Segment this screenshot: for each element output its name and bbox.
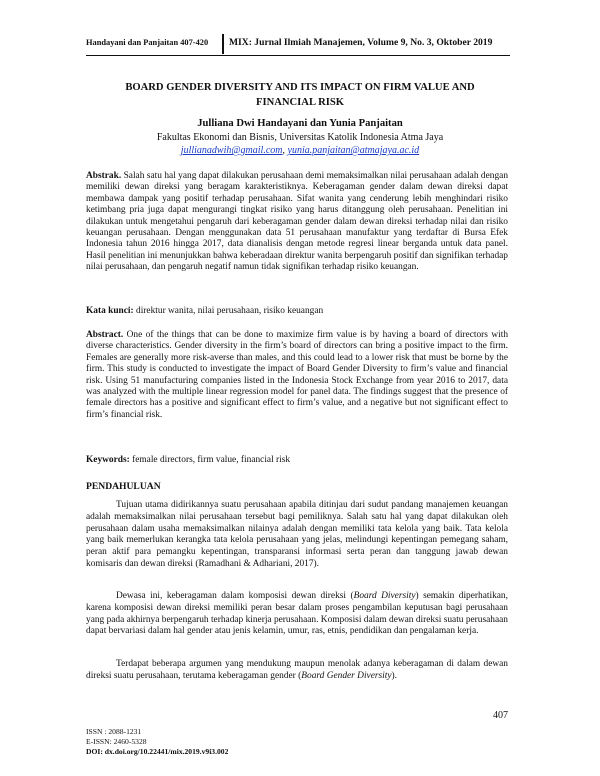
footer-identifiers: [86, 727, 228, 757]
footer-eissn: E-ISSN: 2460-5328: [86, 737, 147, 746]
email-separator: ,: [282, 145, 285, 156]
keywords-indonesian-label: Kata kunci:: [86, 306, 134, 316]
body-paragraph-3-before: Terdapat beberapa argumen yang mendukung maupun menolak adanya keberagaman di dalam dewan direksi suatu perusahaan, terutama keberagaman gender (: [86, 659, 508, 681]
paper-title: [80, 80, 520, 110]
affiliation: Fakultas Ekonomi dan Bisnis, Universitas Katolik Indonesia Atma Jaya: [156, 132, 444, 143]
header-rule: [86, 55, 510, 56]
body-paragraph-3: [86, 659, 508, 683]
author-emails: [80, 145, 520, 156]
section-heading: PENDAHULUAN: [86, 481, 161, 492]
abstract-english: [86, 330, 508, 421]
footer-issn: ISSN : 2088-1231: [86, 727, 142, 736]
body-paragraph-1-text: Tujuan utama didirikannya suatu perusahaan apabila ditinjau dari sudut pandang manajemen keuangan adalah memaksimalkan nilai perusahaan tersebut bagi pemiliknya. Salah satu hal yang dapat dilakukan oleh perusahaan dalam usaha memaksimalkan nilainya adalah dengan memiliki tata kelola yang baik. Tata kelola yang baik memerlukan kerangka tata kelola perusahaan yang jelas, melindungi kepentingan pemegang saham, peran aktif para pemangku kepentingan, transparansi informasi serta peran dan tanggung jawab dewan komisaris dan dewan direksi (Ramadhani & Adhariani, 2017).: [86, 500, 508, 569]
footer-doi: DOI: dx.doi.org/10.22441/mix.2019.v9i3.002: [86, 747, 229, 756]
abstract-english-label: Abstract.: [86, 330, 124, 340]
email-link-panjaitan[interactable]: yunia.panjaitan@atmajaya.ac.id: [287, 145, 420, 156]
authors: Julliana Dwi Handayani dan Yunia Panjaitan: [197, 118, 403, 129]
body-paragraph-2: [86, 591, 508, 638]
keywords-indonesian: [86, 306, 323, 316]
email-link-handayani[interactable]: jullianadwih@gmail.com: [180, 145, 283, 156]
header-divider: [222, 34, 224, 54]
abstract-indonesian-text: Salah satu hal yang dapat dilakukan perusahaan demi memaksimalkan nilai perusahaan adalah dengan memiliki dewan direksi yang beragam karakteristiknya. Keberagaman gender dalam dewan direksi dapat membawa dampak yang positif terhadap perusahaan. Sifat wanita yang cenderung lebih menghindari risiko ketimbang pria juga dapat mengurangi tingkat risiko yang harus ditanggung oleh perusahaan. Penelitian ini dilakukan untuk mengetahui pengaruh dari keberagaman gender dalam dewan direksi terhadap nilai dan risiko keuangan perusahaan. Dengan menggunakan data 51 perusahaan manufaktur yang terdaftar di Bursa Efek Indonesia tahun 2016 hingga 2017, data dianalisis dengan metode regresi linear berganda untuk data panel. Hasil penelitian ini menunjukkan bahwa keberadaan direktur wanita berpengaruh positif dan signifikan terhadap nilai perusahaan, dan pengaruh negatif namun tidak signifikan terhadap risiko keuangan.: [86, 171, 509, 273]
body-paragraph-2-before: Dewasa ini, keberagaman dalam komposisi dewan direksi (: [116, 591, 354, 601]
abstract-indonesian: [86, 171, 508, 274]
body-paragraph-2-after: ) semakin diperhatikan, karena komposisi dewan direksi memiliki peran besar dalam proses pengambilan keputusan bagi perusahaan yang pada akhirnya berpengaruh terhadap kinerja perusahaan. Komposisi dalam dewan direksi suatu perusahaan dapat bervariasi dalam hal gender atau jenis kelamin, umur, ras, etnis, pendidikan dan pengalaman kerja.: [86, 591, 508, 637]
running-header: [86, 38, 510, 56]
body-paragraph-1: [86, 500, 508, 571]
header-journal-info: MIX: Jurnal Ilmiah Manajemen, Volume 9, No. 3, Oktober 2019: [229, 37, 493, 48]
page-number: 407: [493, 710, 508, 721]
keywords-english: [86, 455, 290, 465]
abstract-indonesian-label: Abstrak.: [86, 171, 122, 181]
header-author-pages: Handayani dan Panjaitan 407-420: [86, 38, 209, 47]
paper-title-line-2: FINANCIAL RISK: [255, 97, 344, 108]
body-paragraph-2-italic: Board Diversity: [353, 591, 416, 601]
abstract-english-text: One of the things that can be done to maximize firm value is by having a board of directors with diverse characteristics. Gender diversity in the firm’s board of directors can bring a positive impact to the firm. Females are generally more risk-averse than males, and this could lead to a lower risk that must be borne by the firm. This study is conducted to investigate the impact of Board Gender Diversity to firm’s value and financial risk. Using 51 manufacturing companies listed in the Indonesia Stock Exchange from year 2016 to 2017, data was analyzed with the multiple linear regression model for panel data. The findings suggest that the presence of female directors has a positive and significant effect to firm’s value, and a negative but not significant effect to firm’s financial risk.: [86, 330, 509, 420]
keywords-english-label: Keywords:: [86, 455, 130, 465]
keywords-indonesian-text: direktur wanita, nilai perusahaan, risiko keuangan: [136, 306, 324, 316]
keywords-english-text: female directors, firm value, financial risk: [132, 455, 291, 465]
body-paragraph-3-italic: Board Gender Diversity: [301, 670, 392, 681]
paper-title-line-1: BOARD GENDER DIVERSITY AND ITS IMPACT ON FIRM VALUE AND: [125, 82, 475, 93]
body-paragraph-3-after: ).: [391, 670, 398, 681]
